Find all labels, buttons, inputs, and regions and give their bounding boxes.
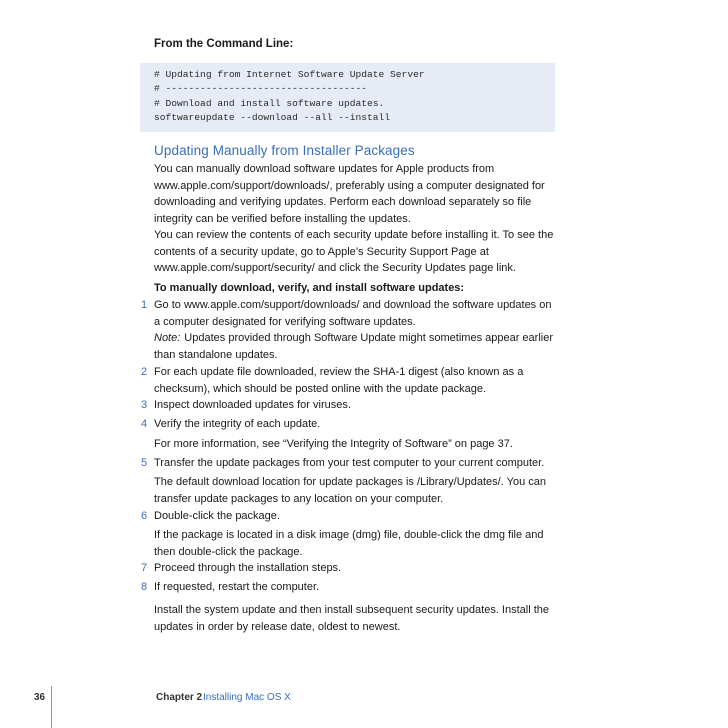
step-number: 8 — [141, 581, 148, 593]
step-text: For each update file downloaded, review the SHA-1 digest (also known as a checksum), which should be posted online with the update package. — [154, 366, 524, 395]
step-number: 6 — [141, 510, 148, 522]
step-text: Proceed through the installation steps. — [154, 562, 342, 574]
subhead-command-line: From the Command Line: — [154, 38, 294, 50]
step-number: 3 — [141, 399, 148, 411]
procedure-title: To manually download, verify, and install software updates: — [154, 282, 465, 294]
step-text: Verify the integrity of each update. — [154, 418, 321, 430]
step-number: 2 — [141, 366, 148, 378]
step-3 — [141, 397, 559, 414]
paragraph-intro: You can manually download software updates for Apple products from www.apple.com/support/downloads/, preferably using a computer designated for downloading and verifying updates. Perform each download separately so file integrity can be verified before installing the updates. — [154, 163, 545, 225]
code-block — [140, 63, 555, 132]
step-5-detail: The default download location for update packages is /Library/Updates/. You can transfer update packages to any location on your computer. — [154, 476, 546, 505]
page-number: 36 — [34, 692, 46, 703]
step-1-note — [154, 330, 559, 363]
step-6-detail: If the package is located in a disk image (dmg) file, double-click the dmg file and then double-click the package. — [154, 529, 544, 558]
step-5 — [141, 455, 559, 472]
step-text: Transfer the update packages from your test computer to your current computer. — [154, 457, 545, 469]
step-4 — [141, 416, 559, 433]
step-number: 4 — [141, 418, 148, 430]
chapter-label: Chapter 2 — [156, 692, 203, 703]
code-line: softwareupdate --download --all --install — [154, 112, 391, 124]
step-8 — [141, 579, 559, 596]
step-1 — [141, 297, 559, 330]
closing-paragraph: Install the system update and then install subsequent security updates. Install the updates in order by release date, oldest to newest. — [154, 604, 550, 633]
step-6 — [141, 508, 559, 525]
step-7 — [141, 560, 559, 577]
step-text: Inspect downloaded updates for viruses. — [154, 399, 351, 411]
step-4-detail: For more information, see “Verifying the Integrity of Software” on page 37. — [154, 438, 513, 450]
note-label: Note: — [154, 332, 181, 344]
section-title: Updating Manually from Installer Packages — [154, 143, 415, 158]
step-number: 1 — [141, 299, 148, 311]
code-line: # Download and install software updates. — [154, 97, 385, 109]
chapter-title: Installing Mac OS X — [203, 692, 291, 703]
step-2 — [141, 364, 559, 397]
step-text: Double-click the package. — [154, 510, 280, 522]
note-text: Updates provided through Software Update might sometimes appear earlier than standalone updates. — [154, 332, 553, 361]
step-text: Go to www.apple.com/support/downloads/ and download the software updates on a computer designated for verifying software updates. — [154, 299, 552, 328]
paragraph-review: You can review the contents of each security update before installing it. To see the contents of a security update, go to Apple’s Security Support Page at www.apple.com/support/security/ and click the Security Updates page link. — [154, 229, 554, 275]
step-number: 5 — [141, 457, 148, 469]
step-number: 7 — [141, 562, 148, 574]
code-line: # Updating from Internet Software Update Server — [154, 69, 425, 80]
footer-divider — [51, 686, 52, 728]
step-text: If requested, restart the computer. — [154, 581, 320, 593]
code-line: # ----------------------------------- — [154, 83, 368, 95]
